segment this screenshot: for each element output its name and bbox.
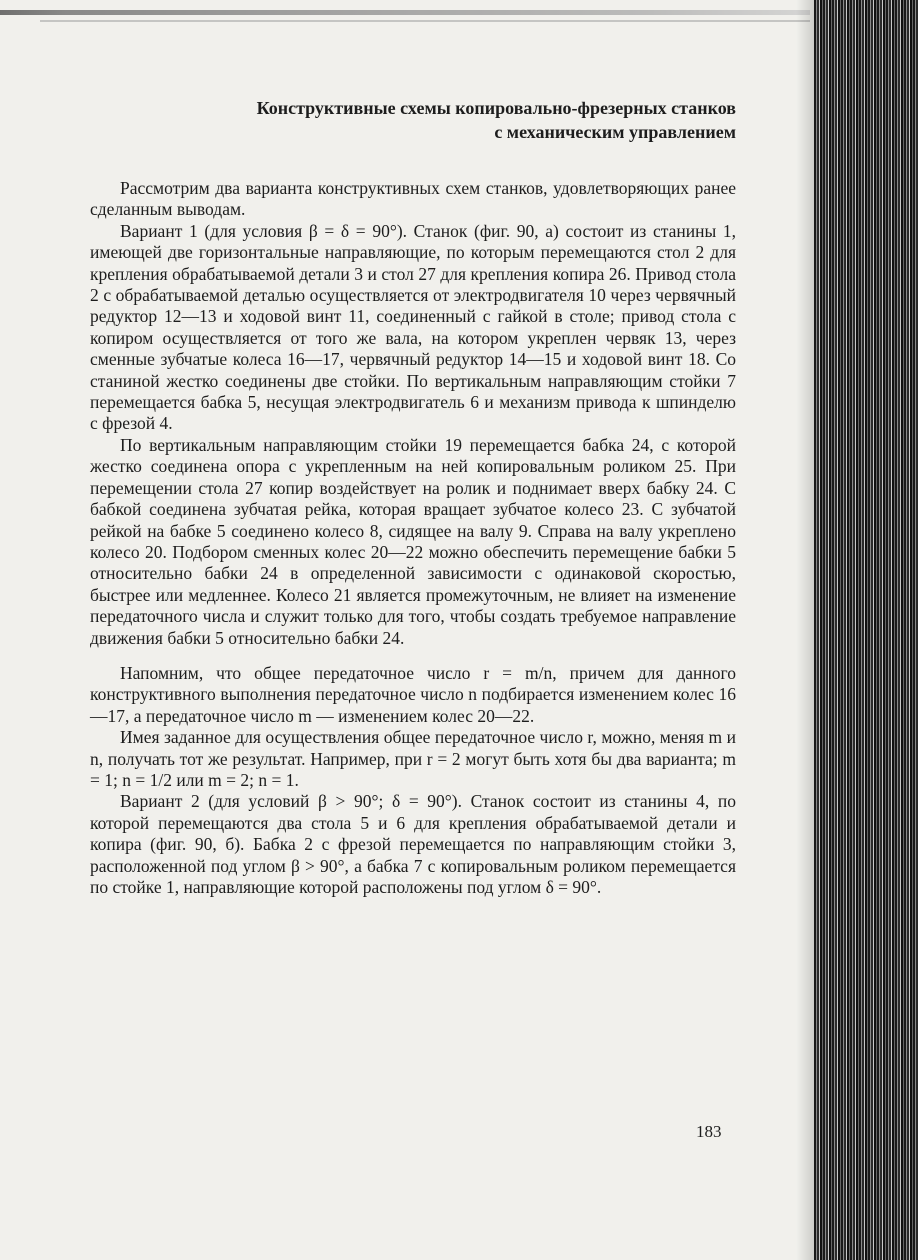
- page-curl-shadow: [796, 0, 814, 1260]
- paragraph-variant-1: Вариант 1 (для условия β = δ = 90°). Станок (фиг. 90, а) состоит из станины 1, имеющей две горизонтальные направляющие, по которым перемещаются стол 2 для крепления обрабатываемой детали 3 и стол 27 для крепления копира 26. Привод стола 2 с обрабатываемой деталью осуществляется от электродвигателя 10 через червячный редуктор 12—13 и ходовой винт 11, соединенный с гайкой в столе; привод стола с копиром осуществляется от того же вала, на котором укреплен червяк 13, через сменные зубчатые колеса 16—17, червячный редуктор 14—15 и ходовой винт 18. Со станиной жестко соединены две стойки. По вертикальным направляющим стойки 7 перемещается бабка 5, несущая электродвигатель 6 и механизм привода к шпинделю с фрезой 4.: [90, 220, 736, 434]
- section-heading-line-2: с механическим управлением: [494, 122, 736, 142]
- page-content: [90, 96, 736, 898]
- book-spine-edge: [814, 0, 918, 1260]
- section-heading-line-1: Конструктивные схемы копировально-фрезерных станков: [256, 98, 736, 118]
- paragraph-variant-2: Вариант 2 (для условий β > 90°; δ = 90°). Станок состоит из станины 4, по которой перемещаются два стола 5 и 6 для крепления обрабатываемой детали и копира (фиг. 90, б). Бабка 2 с фрезой перемещается по направляющим стойки 3, расположенной под углом β > 90°, а бабка 7 с копировальным роликом перемещается по стойке 1, направляющие которой расположены под углом δ = 90°.: [90, 791, 736, 897]
- top-edge-line: [40, 20, 810, 22]
- paragraph-intro: Рассмотрим два варианта конструктивных схем станков, удовлетворяющих ранее сделанным выводам.: [90, 178, 736, 220]
- paragraph-gear-ratio: Напомним, что общее передаточное число r = m/n, причем для данного конструктивного выполнения передаточное число n подбирается изменением колес 16—17, а передаточное число m — изменением колес 20—22.: [90, 662, 736, 726]
- top-edge-shadow: [0, 10, 810, 15]
- paragraph-ratio-example: Имея заданное для осуществления общее передаточное число r, можно, меняя m и n, получать тот же результат. Например, при r = 2 могут быть хотя бы два варианта; m = 1; n = 1/2 или m = 2; n = 1.: [90, 727, 736, 790]
- body-text: [90, 178, 736, 898]
- page-number: 183: [696, 1122, 722, 1141]
- paragraph-copy-roller: По вертикальным направляющим стойки 19 перемещается бабка 24, с которой жестко соединена опора с укрепленным на ней копировальным роликом 25. При перемещении стола 27 копир воздействует на ролик и поднимает вверх бабку 24. С бабкой соединена зубчатая рейка, которая вращает зубчатое колесо 23. С зубчатой рейкой на бабке 5 соединено колесо 8, сидящее на валу 9. Справа на валу укреплено колесо 20. Подбором сменных колес 20—22 можно обеспечить перемещение бабки 5 относительно бабки 24 в определенной зависимости с одинаковой скоростью, быстрее или медленнее. Колесо 21 является промежуточным, не влияет на изменение передаточного числа и служит только для того, чтобы создать требуемое направление движения бабки 5 относительно бабки 24.: [90, 434, 736, 648]
- section-heading: [90, 96, 736, 144]
